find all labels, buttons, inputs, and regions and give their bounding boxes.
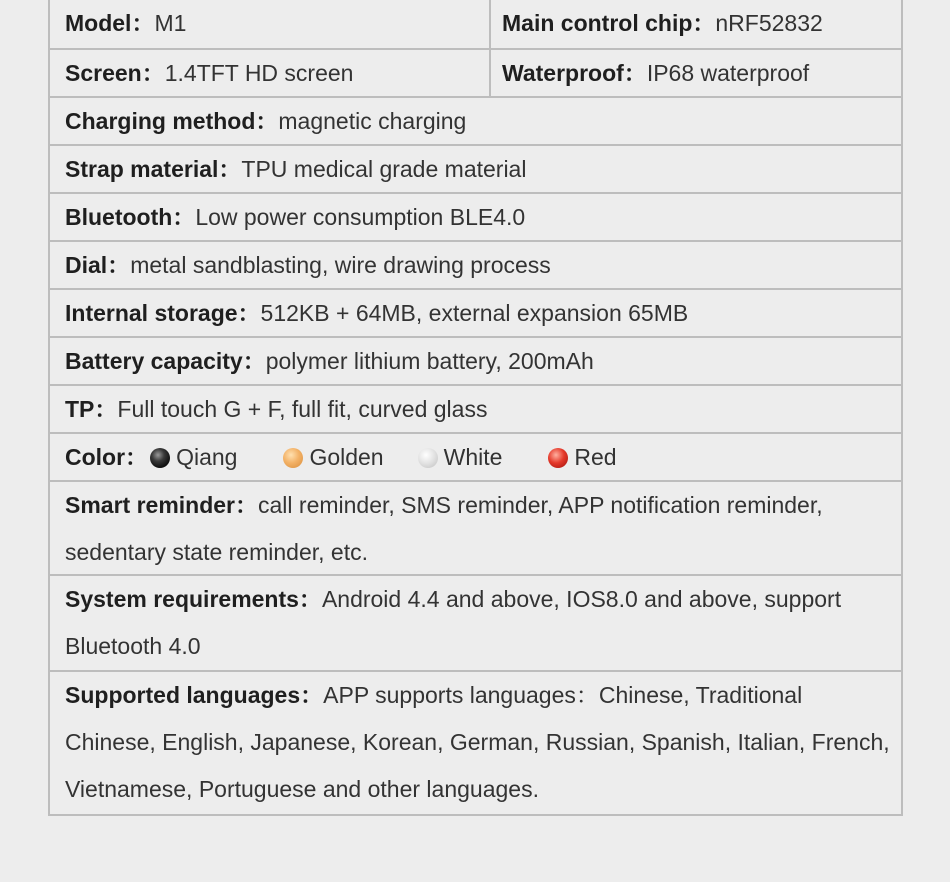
spec-row-charging: [50, 96, 901, 144]
tp-label: TP：: [65, 396, 118, 422]
system-label: System requirements：: [65, 586, 322, 612]
model-value: M1: [154, 10, 187, 36]
storage-value: 512KB + 64MB, external expansion 65MB: [260, 300, 689, 326]
color-swatch-red: [548, 448, 568, 468]
spec-row-color: [50, 432, 901, 480]
spec-cell-storage: [50, 290, 901, 336]
charging-value: magnetic charging: [278, 108, 467, 134]
color-option-red[interactable]: [548, 434, 616, 480]
color-option-white[interactable]: [418, 434, 503, 480]
reminder-value: call reminder, SMS reminder, APP notification reminder, sedentary state reminder, etc.: [65, 492, 823, 565]
charging-label: Charging method：: [65, 108, 279, 134]
tp-value: Full touch G + F, full fit, curved glass: [117, 396, 488, 422]
spec-cell-languages: [50, 672, 901, 814]
color-swatch-white: [418, 448, 438, 468]
languages-value: APP supports languages：Chinese, Traditional Chinese, English, Japanese, Korean, German, Russian, Spanish, Italian, French, Vietnamese, Portuguese and other languages.: [65, 682, 890, 802]
battery-value: polymer lithium battery, 200mAh: [265, 348, 594, 374]
spec-row-languages: [50, 670, 901, 814]
spec-cell-bluetooth: [50, 194, 901, 240]
spec-row-reminder: [50, 480, 901, 574]
languages-label: Supported languages：: [65, 682, 324, 708]
storage-label: Internal storage：: [65, 300, 261, 326]
color-name-qiang: Qiang: [176, 444, 238, 470]
battery-label: Battery capacity：: [65, 348, 266, 374]
color-name-golden: Golden: [309, 444, 384, 470]
spec-cell-reminder: [50, 482, 901, 574]
spec-cell-system: [50, 576, 901, 670]
reminder-label: Smart reminder：: [65, 492, 259, 518]
spec-cell-waterproof: [491, 50, 901, 96]
waterproof-value: IP68 waterproof: [646, 60, 810, 86]
color-swatch-golden: [283, 448, 303, 468]
spec-cell-tp: [50, 386, 901, 432]
color-option-golden[interactable]: [283, 434, 383, 480]
dial-label: Dial：: [65, 252, 131, 278]
color-name-red: Red: [574, 444, 617, 470]
spec-row-bluetooth: [50, 192, 901, 240]
spec-row-storage: [50, 288, 901, 336]
spec-row-system: [50, 574, 901, 670]
spec-cell-model: [50, 0, 491, 48]
screen-label: Screen：: [65, 60, 165, 86]
spec-row-tp: [50, 384, 901, 432]
spec-row-dial: [50, 240, 901, 288]
spec-cell-dial: [50, 242, 901, 288]
color-label: Color：: [65, 444, 149, 470]
spec-row-strap: [50, 144, 901, 192]
dial-value: metal sandblasting, wire drawing process: [130, 252, 551, 278]
screen-value: 1.4TFT HD screen: [164, 60, 354, 86]
color-option-qiang[interactable]: [150, 434, 237, 480]
color-swatch-qiang: [150, 448, 170, 468]
spec-row-screen-waterproof: [50, 48, 901, 96]
spec-cell-screen: [50, 50, 491, 96]
bluetooth-value: Low power consumption BLE4.0: [195, 204, 526, 230]
bluetooth-label: Bluetooth：: [65, 204, 196, 230]
strap-value: TPU medical grade material: [241, 156, 527, 182]
spec-cell-strap: [50, 146, 901, 192]
model-label: Model：: [65, 10, 155, 36]
waterproof-label: Waterproof：: [502, 60, 647, 86]
chip-label: Main control chip：: [502, 10, 716, 36]
spec-row-model-chip: [50, 0, 901, 48]
chip-value: nRF52832: [715, 10, 823, 36]
spec-cell-battery: [50, 338, 901, 384]
spec-cell-charging: [50, 98, 901, 144]
spec-table: [48, 0, 903, 816]
system-value: Android 4.4 and above, IOS8.0 and above, support Bluetooth 4.0: [65, 586, 842, 659]
spec-cell-color: [50, 434, 901, 480]
spec-row-battery: [50, 336, 901, 384]
color-name-white: White: [443, 444, 503, 470]
spec-cell-chip: [491, 0, 901, 48]
strap-label: Strap material：: [65, 156, 242, 182]
